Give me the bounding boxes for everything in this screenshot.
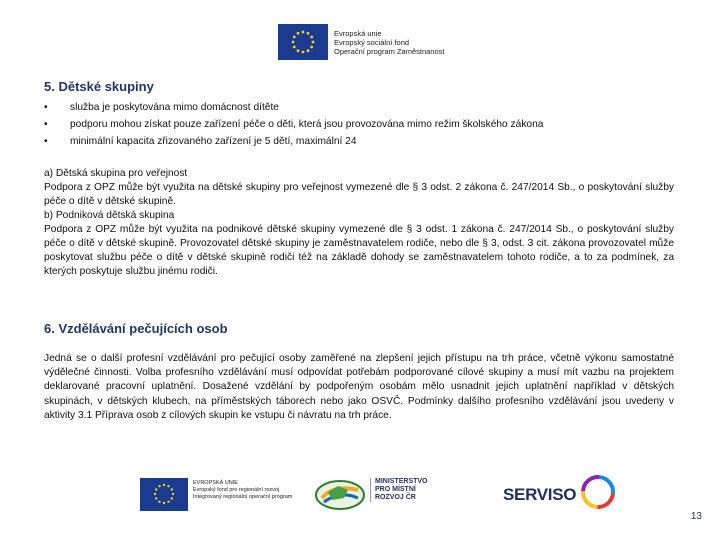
ministry-logo-text bbox=[370, 478, 428, 502]
ministry-emblem-icon bbox=[314, 478, 366, 517]
ministry-line-1: MINISTERSTVO bbox=[375, 478, 428, 485]
eu-flag-icon bbox=[278, 24, 328, 60]
eu-erdf-line-1: EVROPSKÁ UNIE bbox=[193, 480, 238, 486]
paragraph-public-group: Podpora z OPZ může být využita na dětské skupiny pro veřejnost vymezené dle § 3 odst. 2 zákona č. 247/2014 Sb., o poskytování služby péče o dítě v dětské skupině. bbox=[44, 182, 674, 207]
subheading-public-group: a) Dětská skupina pro veřejnost bbox=[44, 168, 188, 179]
bullet-text: služba je poskytována mimo domácnost dítěte bbox=[70, 102, 279, 113]
section-5-body bbox=[44, 167, 674, 279]
bullet-text: minimální kapacita zřizovaného zařízení je 5 dětí, maximální 24 bbox=[70, 136, 357, 147]
eu-erdf-flag-icon bbox=[140, 478, 188, 511]
serviso-ring-icon bbox=[578, 472, 618, 517]
bullet-text: podporu mohou získat pouze zařízení péče o děti, která jsou provozována mimo režim školského zákona bbox=[70, 119, 544, 130]
bullet-item: • služba je poskytována mimo domácnost dítěte bbox=[44, 99, 543, 116]
bullet-item: • podporu mohou získat pouze zařízení péče o děti, která jsou provozována mimo režim školského zákona bbox=[44, 116, 543, 133]
section-5-bullet-list bbox=[44, 99, 543, 150]
page-number: 13 bbox=[690, 511, 702, 522]
serviso-logo bbox=[503, 472, 618, 517]
section-6-heading: 6. Vzdělávání pečujících osob bbox=[44, 321, 228, 336]
eu-erdf-line-3: Integrovaný regionální operační program bbox=[193, 494, 293, 500]
section-5-heading: 5. Dětské skupiny bbox=[44, 79, 154, 94]
section-6-paragraph: Jedná se o další profesní vzdělávání pro pečující osoby zaměřené na zlepšení jejich přístupu na trh práce, včetně výkonu samostatné výdělečné činnosti. Volba profesního vzdělávání musí odpovídat potřebám podporované cílové skupiny a musí mít vazbu na projektem deklarované pracovní uplatnění. Dosažené vzdělání by podpořeným osobám mělo usnadnit jejich uplatnění například v dětských skupinách, v dětských klubech, na příměstských táborech nebo jako OSVČ. Podmínky dalšího profesního vzdělávání jsou uvedeny v aktivity 3.1 Příprava osob z cílových skupin ke vstupu či návratu na trh práce. bbox=[44, 353, 674, 421]
eu-erdf-line-2: Evropský fond pro regionální rozvoj bbox=[193, 487, 280, 493]
eu-esf-logo bbox=[278, 22, 466, 62]
bullet-item: • minimální kapacita zřizovaného zařízení je 5 dětí, maximální 24 bbox=[44, 133, 543, 150]
subheading-company-group: b) Podniková dětská skupina bbox=[44, 210, 175, 221]
serviso-wordmark: SERVISO bbox=[503, 484, 577, 504]
eu-logo-line-3: Operační program Zaměstnanost bbox=[334, 46, 445, 56]
eu-logo-line-2: Evropský sociální fond bbox=[334, 37, 410, 47]
paragraph-company-group: Podpora z OPZ může být využita na podnikové dětské skupiny vymezené dle § 3 odst. 1 zákona č. 247/2014 Sb., o poskytování služby péče o dítě v dětské skupině. Provozovatel dětské skupiny je zaměstnavatelem rodiče, nebo dle § 3, odst. 3 cit. zákona provozovatel může poskytovat službu péče o dítě v dětské skupině rodiči též na základě dohody se zaměstnavatelem tohoto rodiče, a to za podmínek, za kterých poskytuje službu jinému rodiči. bbox=[44, 224, 674, 277]
ministry-line-3: ROZVOJ ČR bbox=[375, 494, 416, 501]
eu-erdf-logo-text bbox=[193, 480, 292, 501]
eu-logo-line-1: Evropská unie bbox=[334, 28, 382, 38]
ministry-line-2: PRO MÍSTNÍ bbox=[375, 486, 416, 493]
